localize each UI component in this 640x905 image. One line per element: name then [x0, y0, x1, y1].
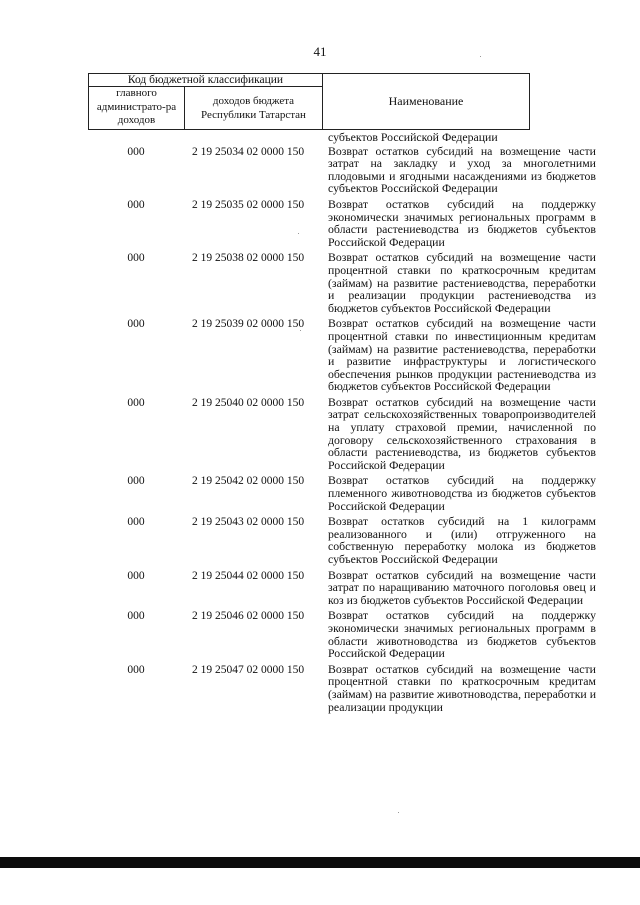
income-code: 2 19 25042 02 0000 150 [192, 475, 305, 488]
admin-code: 000 [127, 252, 145, 265]
table-row [88, 609, 608, 659]
income-code: 2 19 25047 02 0000 150 [192, 663, 305, 676]
scan-edge-bar [0, 857, 640, 868]
income-code: 2 19 25044 02 0000 150 [192, 569, 305, 582]
table-row [88, 251, 608, 314]
income-code: 2 19 25038 02 0000 150 [192, 252, 305, 265]
admin-code: 000 [127, 516, 145, 529]
admin-code: 000 [127, 198, 145, 211]
row-name: Возврат остатков субсидий на поддержку экономически значимых региональных программ в области растениеводства из бюджетов субъектов Российской Федерации [328, 196, 596, 249]
admin-code: 000 [127, 145, 145, 158]
page-number: 41 [313, 44, 327, 59]
income-code: 2 19 25043 02 0000 150 [192, 516, 305, 529]
row-name: Возврат остатков субсидий на поддержку экономически значимых региональных программ в области животноводства из бюджетов субъектов Российской Федерации [328, 608, 596, 661]
scan-speck [398, 812, 399, 813]
scan-speck [298, 233, 299, 234]
admin-code: 000 [127, 569, 145, 582]
row-name: Возврат остатков субсидий на 1 килограмм реализованного и (или) отгруженного на собственную переработку молока из бюджетов субъектов Российской Федерации [328, 514, 596, 566]
income-code: 2 19 25035 02 0000 150 [192, 198, 305, 211]
table-row [88, 198, 608, 248]
header-income-code: доходов бюджета Республики Татарстан [185, 87, 323, 130]
income-code: 2 19 25034 02 0000 150 [192, 145, 305, 158]
header-budget-classification: Код бюджетной классификации [89, 74, 323, 87]
admin-code: 000 [127, 396, 145, 409]
header-admin-code: главного администрато-ра доходов [89, 87, 185, 130]
admin-code: 000 [127, 663, 145, 676]
table-row [88, 317, 608, 393]
row-name: Возврат остатков субсидий на возмещение части процентной ставки по инвестиционным кредитам (займам) на развитие растениеводства, переработки и развитие инфраструктуры и логистического обеспечения рынков продукции растениеводства из бюджетов субъектов Российской Федерации [328, 316, 596, 394]
admin-code: 000 [127, 318, 145, 331]
admin-code: 000 [127, 610, 145, 623]
table-row [88, 515, 608, 565]
row-name: Возврат остатков субсидий на возмещение части затрат по наращиванию маточного поголовья овец и коз из бюджетов субъектов Российской Федерации [328, 567, 596, 607]
row-name: Возврат остатков субсидий на возмещение части процентной ставки по краткосрочным кредитам (займам) на развитие животноводства, переработки и реализации продукции [328, 661, 597, 714]
admin-code: 000 [127, 475, 145, 488]
row-name: Возврат остатков субсидий на возмещение части процентной ставки по краткосрочным кредитам (займам) на развитие растениеводства, переработки и реализации продукции растениеводства из бюджетов субъектов Российской Федерации [328, 250, 596, 315]
scan-speck [300, 330, 301, 331]
continuation-row [88, 131, 608, 144]
row-name: Возврат остатков субсидий на возмещение части затрат на закладку и уход за многолетними плодовыми и ягодными насаждениями из бюджетов субъектов Российской Федерации [328, 143, 596, 196]
income-code: 2 19 25039 02 0000 150 [192, 318, 305, 331]
income-code: 2 19 25040 02 0000 150 [192, 396, 305, 409]
table-row [88, 396, 608, 472]
income-code: 2 19 25046 02 0000 150 [192, 610, 305, 623]
table-row [88, 569, 608, 607]
table-body [88, 131, 608, 713]
row-name: Возврат остатков субсидий на возмещение части затрат сельскохозяйственных товаропроизводителей на уплату страховой премии, начисленной по договору сельскохозяйственного страхования в области растениеводства, из бюджетов субъектов Российской Федерации [328, 394, 596, 472]
continuation-text: субъектов Российской Федерации [328, 130, 498, 144]
scan-speck [480, 56, 481, 57]
table-row [88, 663, 608, 713]
table-header [88, 73, 530, 130]
table-row [88, 145, 608, 195]
row-name: Возврат остатков субсидий на поддержку племенного животноводства из бюджетов субъектов Российской Федерации [328, 473, 596, 513]
header-name: Наименование [388, 94, 464, 108]
table-row [88, 474, 608, 512]
